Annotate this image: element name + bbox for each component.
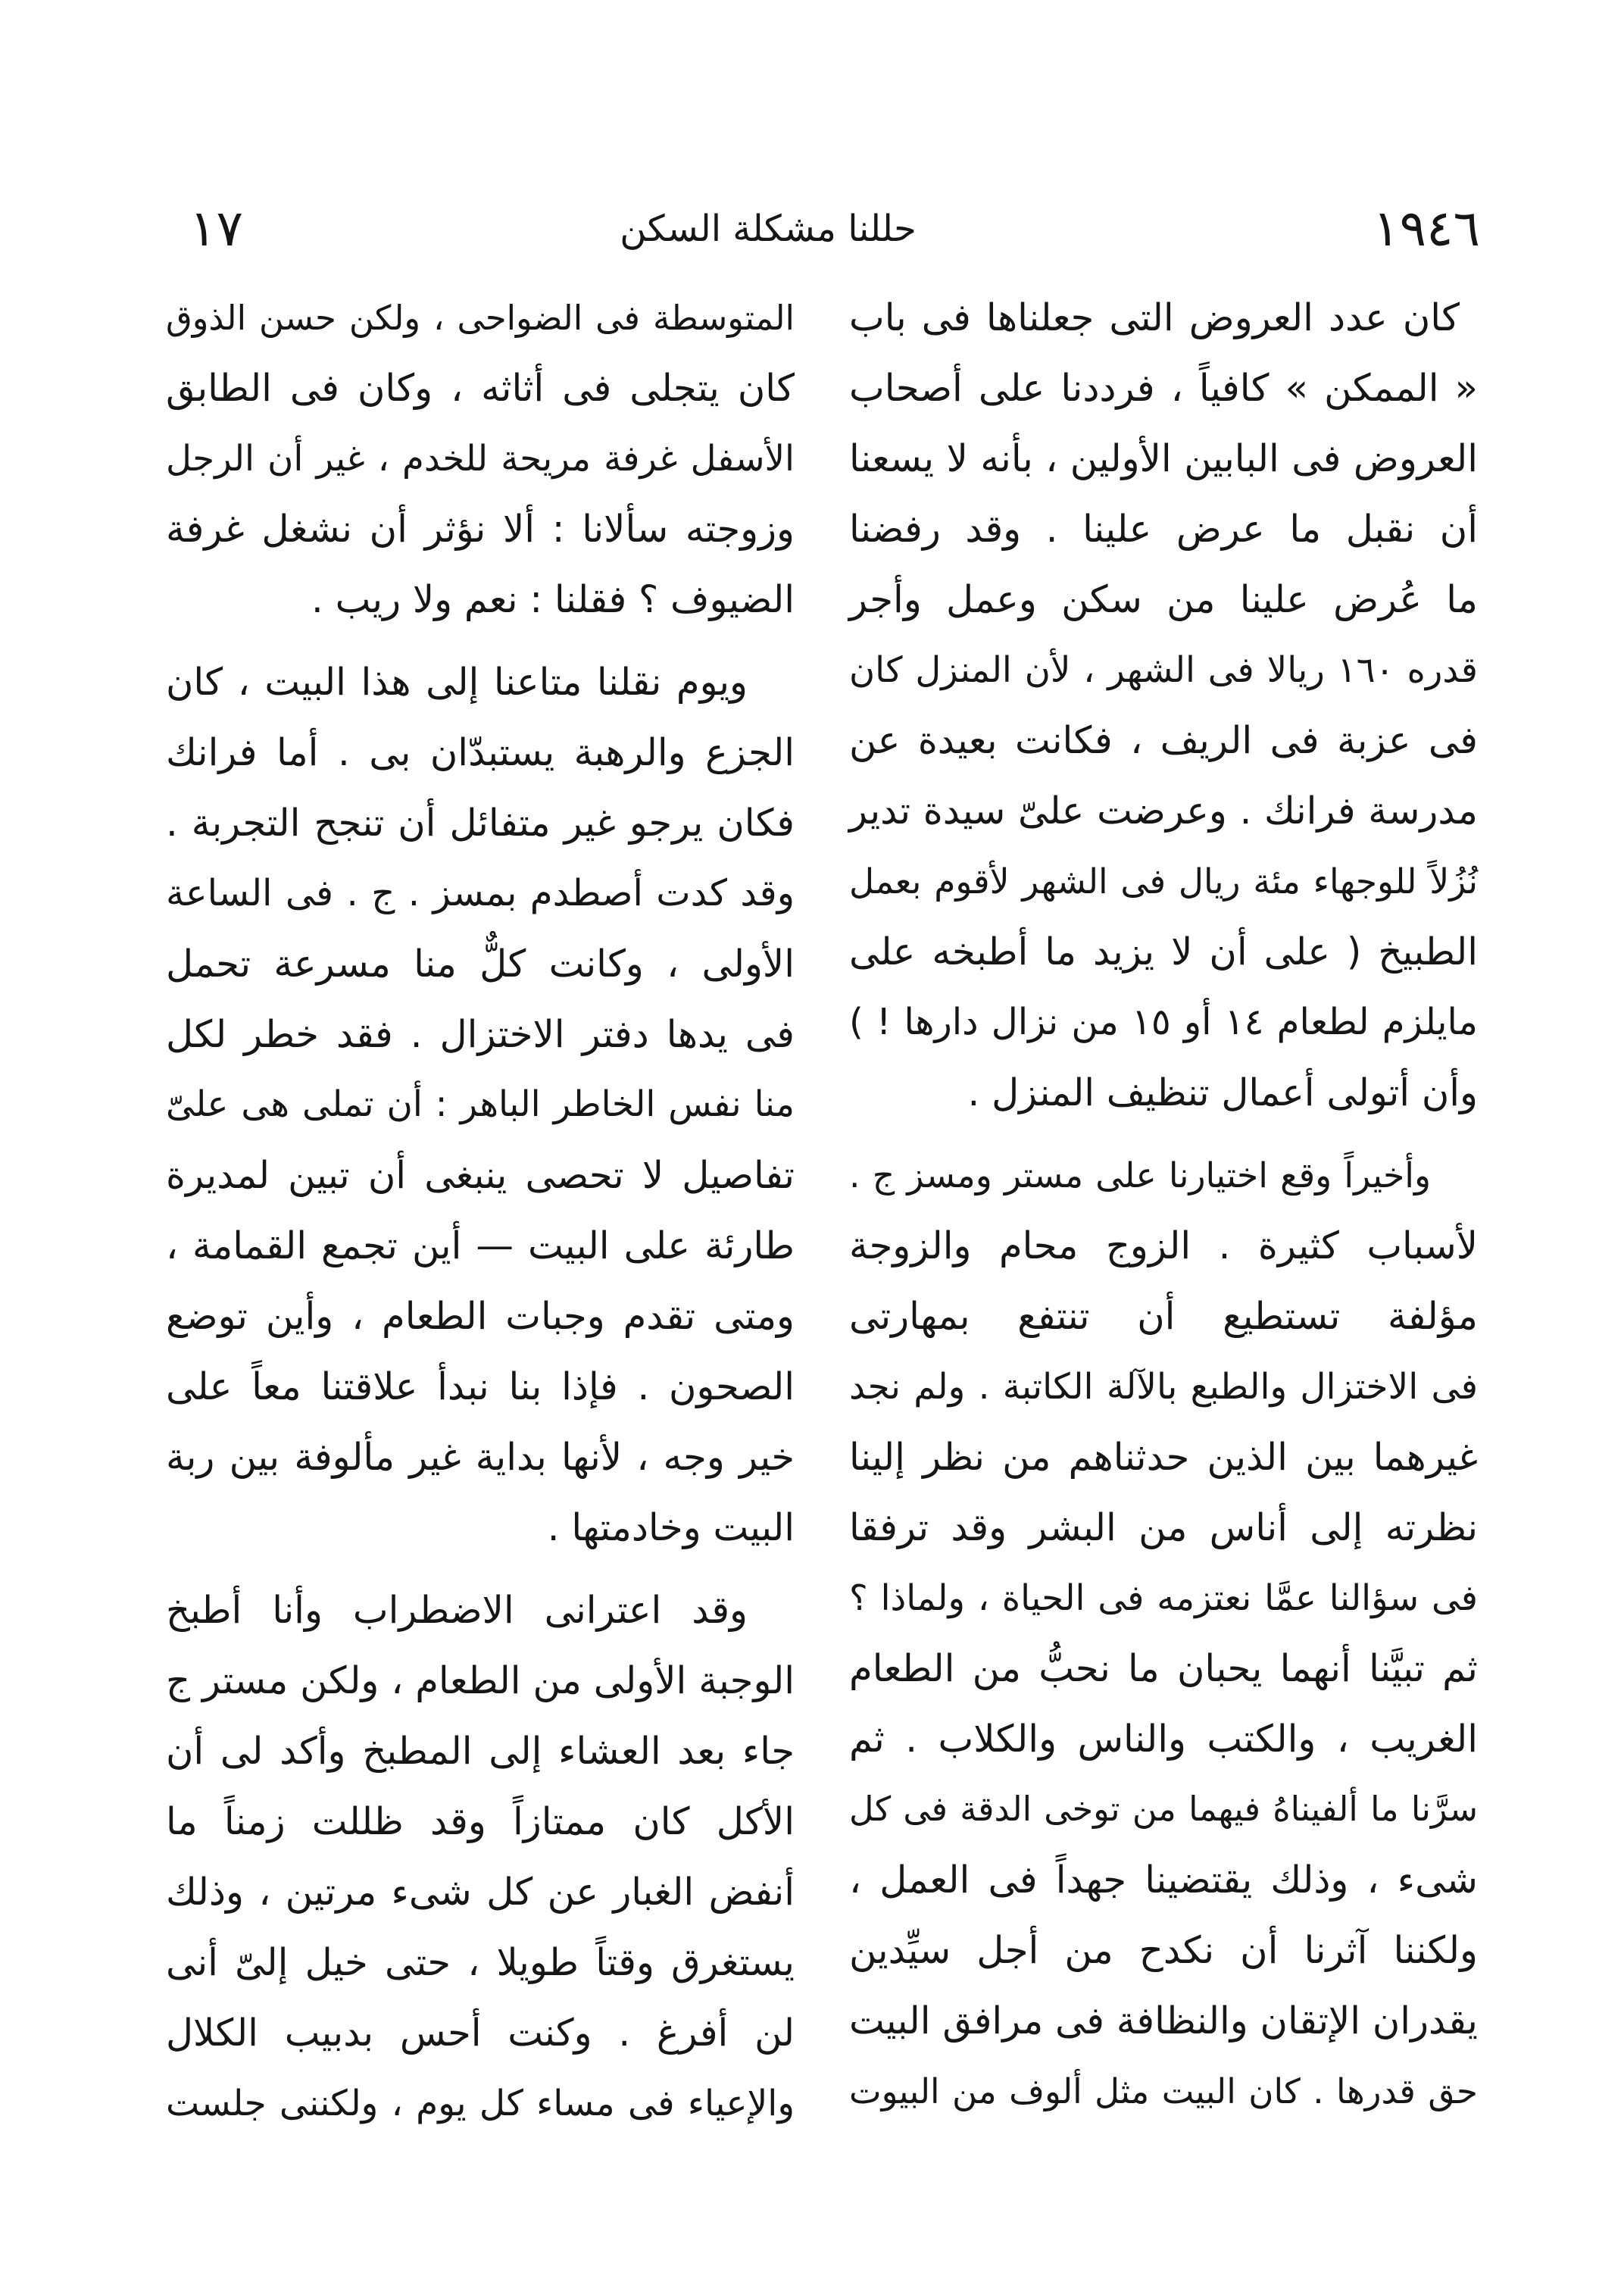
text-line: « الممكن » كافياً ، فرددنا على أصحاب — [849, 366, 1478, 410]
paragraph — [849, 1140, 1478, 2127]
text-line: يستغرق وقتاً طويلا ، حتى خيل إلىّ أنى — [166, 1940, 795, 1984]
text-line: حق قدرها . كان البيت مثل ألوف من البيوت — [849, 2071, 1478, 2111]
text-line: سرَّنا ما ألفيناهُ فيهما من توخى الدقة فى كل — [849, 1789, 1478, 1829]
text-column-right — [849, 283, 1478, 2127]
text-line: أن نقبل ما عرض علينا . وقد رفضنا — [849, 507, 1478, 551]
text-line: تفاصيل لا تحصى ينبغى أن تبين لمديرة — [166, 1153, 795, 1197]
text-line: أنفض الغبار عن كل شىء مرتين ، وذلك — [166, 1870, 795, 1914]
text-column-left — [166, 283, 795, 2139]
text-line: وقد كدت أصطدم بمسز . ج . فى الساعة — [166, 872, 795, 914]
text-line: الأكل كان ممتازاً وقد ظللت زمناً ما — [166, 1799, 795, 1843]
text-line: ما عُرض علينا من سكن وعمل وأجر — [849, 577, 1478, 621]
text-line: وأن أتولى أعمال تنظيف المنزل . — [967, 1071, 1478, 1114]
text-line: الجزع والرهبة يستبدّان بى . أما فرانك — [166, 730, 795, 774]
text-line: طارئة على البيت — أين تجمع القمامة ، — [166, 1224, 795, 1267]
paragraph — [166, 1575, 795, 2139]
text-line: كان يتجلى فى أثاثه ، وكان فى الطابق — [166, 366, 795, 410]
text-line: فكان يرجو غير متفائل أن تنجح التجربة . — [166, 801, 795, 845]
page-number: ١٧ — [189, 199, 243, 258]
text-line: لن أفرغ . وكنت أحس بدبيب الكلال — [166, 2011, 795, 2055]
text-line: الأسفل غرفة مريحة للخدم ، غير أن الرجل — [166, 438, 795, 479]
text-line: ومتى تقدم وجبات الطعام ، وأين توضع — [166, 1294, 795, 1338]
header-year: ١٩٤٦ — [1373, 199, 1480, 258]
text-line: وأخيراً وقع اختيارنا على مستر ومسز ج . — [849, 1155, 1431, 1196]
text-line: ويوم نقلنا متاعنا إلى هذا البيت ، كان — [166, 660, 748, 704]
text-line: نظرته إلى أناس من البشر وقد ترفقا — [849, 1505, 1478, 1549]
text-line: الطبيخ ( على أن لا يزيد ما أطبخه على — [849, 930, 1478, 974]
text-line: شىء ، وذلك يقتضينا جهداً فى العمل ، — [849, 1858, 1478, 1902]
text-line: يقدران الإتقان والنظافة فى مرافق البيت — [849, 1999, 1478, 2043]
text-line: غيرهما بين الذين حدثناهم من نظر إلينا — [849, 1435, 1478, 1479]
text-line: الصحون . فإذا بنا نبدأ علاقتنا معاً على — [166, 1364, 795, 1408]
text-line: مايلزم لطعام ١٤ أو ١٥ من نزال دارها ! ) — [849, 1001, 1478, 1043]
text-line: الغريب ، والكتب والناس والكلاب . ثم — [849, 1717, 1478, 1761]
running-title: حللنا مشكلة السكن — [620, 208, 917, 250]
text-line: قدره ١٦٠ ريالا فى الشهر ، لأن المنزل كان — [849, 649, 1478, 690]
text-line: العروض فى البابين الأولين ، بأنه لا يسعنا — [849, 436, 1478, 480]
text-line: الضيوف ؟ فقلنا : نعم ولا ريب . — [311, 577, 795, 621]
text-line: جاء بعد العشاء إلى المطبخ وأكد لى أن — [166, 1729, 795, 1773]
paragraph — [166, 283, 795, 635]
text-line: ثم تبيَّنا أنهما يحبان ما نحبُّ من الطعام — [849, 1646, 1478, 1690]
text-line: ولكننا آثرنا أن نكدح من أجل سيِّدين — [849, 1928, 1478, 1972]
text-line: البيت وخادمتها . — [547, 1505, 795, 1549]
text-line: مدرسة فرانك . وعرضت علىّ سيدة تدير — [849, 789, 1478, 833]
text-line: فى يدها دفتر الاختزال . فقد خطر لكل — [166, 1012, 795, 1056]
paragraph — [849, 283, 1478, 1128]
text-line: فى الاختزال والطبع بالآلة الكاتبة . ولم نجد — [849, 1366, 1478, 1408]
text-line: خير وجه ، لأنها بداية غير مألوفة بين ربة — [166, 1435, 795, 1479]
text-line: لأسباب كثيرة . الزوج محام والزوجة — [849, 1224, 1478, 1267]
text-line: الأولى ، وكانت كلٌّ منا مسرعة تحمل — [166, 942, 795, 986]
text-line: وزوجته سألانا : ألا نؤثر أن نشغل غرفة — [166, 507, 795, 551]
text-line: والإعياء فى مساء كل يوم ، ولكننى جلست — [166, 2083, 795, 2124]
text-line: نُزُلاً للوجهاء مئة ريال فى الشهر لأقوم بعمل — [849, 861, 1478, 902]
text-line: كان عدد العروض التى جعلناها فى باب — [849, 295, 1460, 339]
text-line: مؤلفة تستطيع أن تنتفع بمهارتى — [849, 1294, 1478, 1338]
text-line: فى عزبة فى الريف ، فكانت بعيدة عن — [849, 718, 1478, 762]
text-line: وقد اعترانى الاضطراب وأنا أطبخ — [166, 1588, 748, 1632]
text-line: الوجبة الأولى من الطعام ، ولكن مستر ج — [166, 1658, 795, 1702]
text-line: المتوسطة فى الضواحى ، ولكن حسن الذوق — [166, 298, 795, 338]
text-line: منا نفس الخاطر الباهر : أن تملى هى علىّ — [166, 1084, 795, 1125]
text-line: فى سؤالنا عمَّا نعتزمه فى الحياة ، ولماذا ؟ — [849, 1577, 1478, 1618]
paragraph — [166, 647, 795, 1563]
